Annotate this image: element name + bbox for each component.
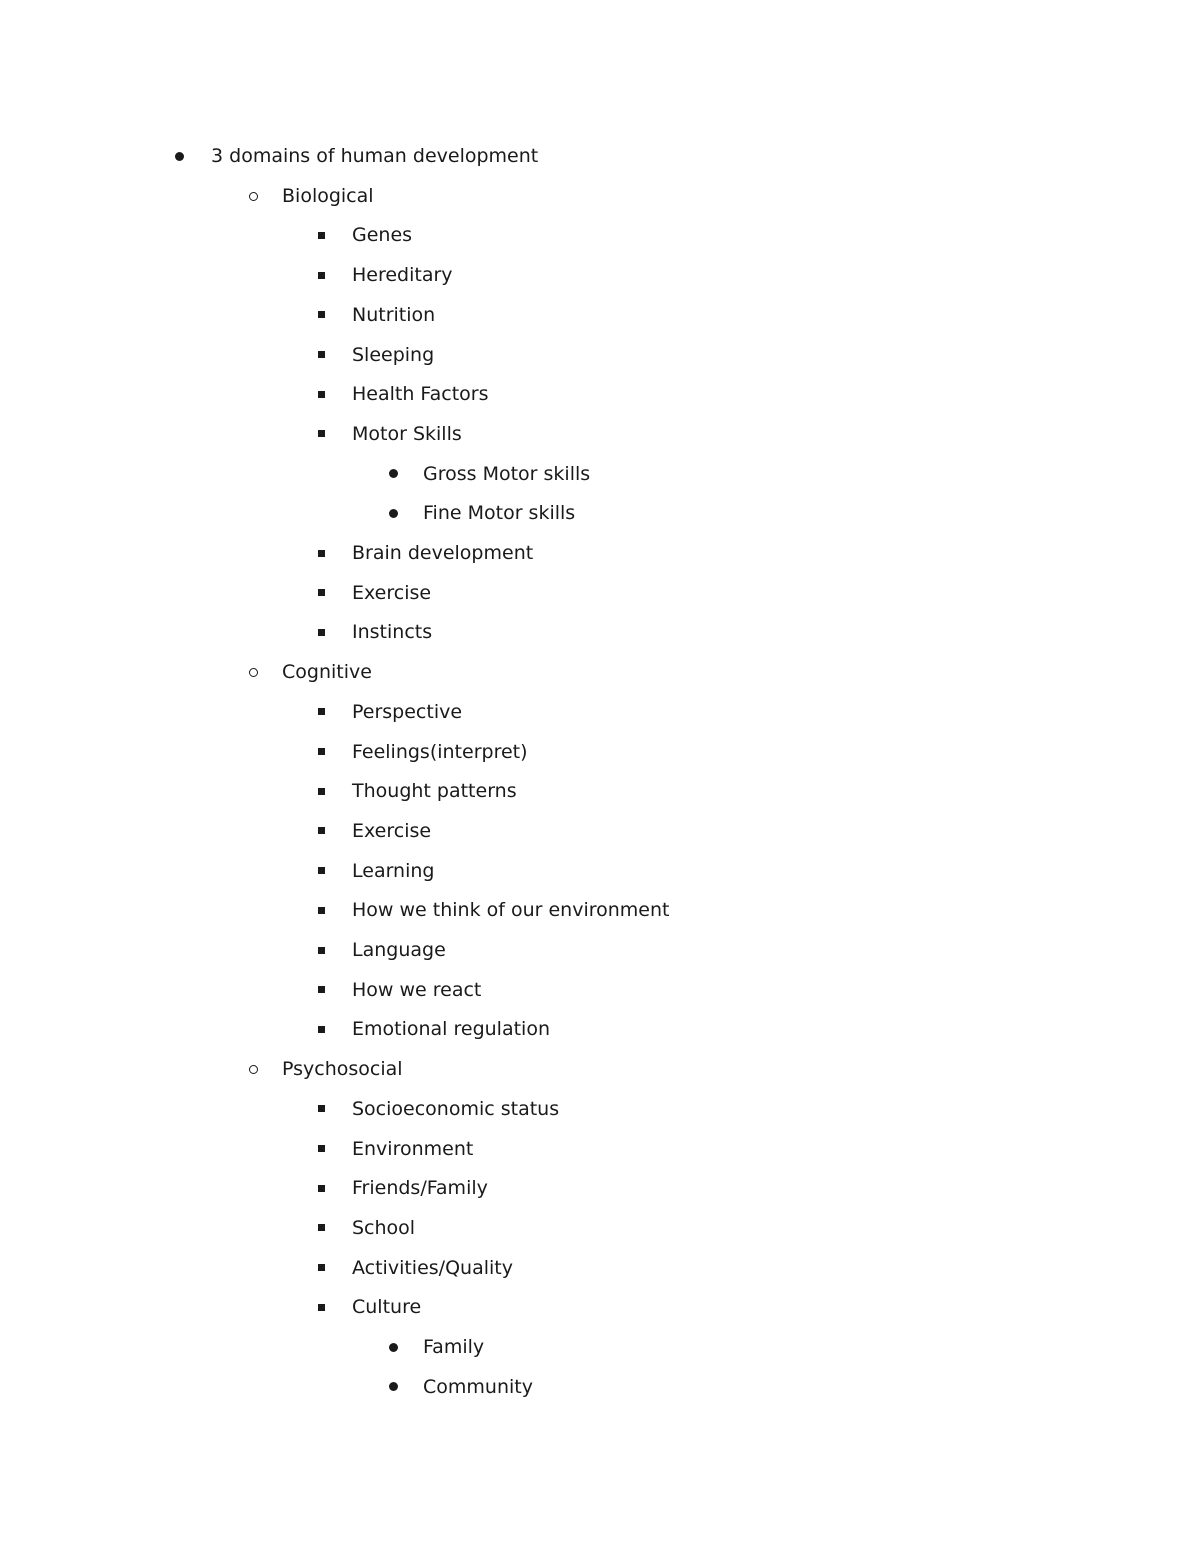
outline-item-text: Learning [352,859,435,882]
square-bullet [318,986,325,993]
outline-item-level-3 [0,856,1200,886]
outline-item-level-3 [0,975,1200,1005]
dot-bullet [389,1343,398,1352]
square-bullet [318,1304,325,1311]
square-bullet [318,1185,325,1192]
outline-item-text: Psychosocial [282,1058,403,1081]
square-bullet [318,311,325,318]
outline-item-level-3 [0,419,1200,449]
dot-bullet [389,509,398,518]
square-bullet [318,867,325,874]
outline-item-text: Community [423,1375,533,1398]
outline-item-level-4 [0,1332,1200,1362]
square-bullet [318,1264,325,1271]
square-bullet [318,589,325,596]
outline-item-level-3 [0,1292,1200,1322]
outline-item-level-3 [0,1014,1200,1044]
outline-item-text: Nutrition [352,303,436,326]
square-bullet [318,827,325,834]
outline-item-level-3 [0,300,1200,330]
circle-bullet [249,668,258,677]
circle-bullet [249,192,258,201]
outline-item-level-3 [0,737,1200,767]
square-bullet [318,430,325,437]
outline-item-text: Hereditary [352,264,453,287]
outline-item-text: Thought patterns [352,780,517,803]
outline-item-text: Exercise [352,819,432,842]
outline-item-text: Health Factors [352,383,489,406]
outline-item-text: How we think of our environment [352,899,670,922]
outline-item-level-3 [0,220,1200,250]
outline-item-text: Exercise [352,581,432,604]
outline-item-level-2 [0,1054,1200,1084]
outline-item-level-3 [0,895,1200,925]
outline-item-level-3 [0,578,1200,608]
square-bullet [318,947,325,954]
outline-item-level-3 [0,1134,1200,1164]
outline-item-text: Feelings(interpret) [352,740,528,763]
outline-item-text: Cognitive [282,661,372,684]
outline-item-text: Culture [352,1296,422,1319]
outline-item-text: Sleeping [352,343,435,366]
outline-item-level-3 [0,1094,1200,1124]
square-bullet [318,1105,325,1112]
outline-item-text: Motor Skills [352,422,462,445]
outline-item-level-3 [0,1173,1200,1203]
square-bullet [318,748,325,755]
outline-item-text: School [352,1216,416,1239]
outline-item-level-4 [0,1372,1200,1402]
square-bullet [318,708,325,715]
outline-item-level-2 [0,657,1200,687]
outline-item-level-3 [0,538,1200,568]
square-bullet [318,1145,325,1152]
outline-item-level-3 [0,340,1200,370]
outline-item-level-3 [0,1253,1200,1283]
square-bullet [318,1026,325,1033]
square-bullet [318,788,325,795]
dot-bullet [175,152,184,161]
dot-bullet [389,1382,398,1391]
outline-item-text: Family [423,1336,485,1358]
outline-item-text: Gross Motor skills [423,462,591,485]
outline-item-level-3 [0,617,1200,647]
square-bullet [318,232,325,239]
outline-item-text: Socioeconomic status [352,1097,560,1120]
outline-item-text: Fine Motor skills [423,502,576,525]
circle-bullet [249,1065,258,1074]
outline-item-text: Perspective [352,700,463,723]
outline-item-level-3 [0,776,1200,806]
outline-item-text: Brain development [352,542,534,564]
square-bullet [318,907,325,914]
square-bullet [318,272,325,279]
outline-item-level-3 [0,935,1200,965]
outline-item-level-3 [0,697,1200,727]
square-bullet [318,1224,325,1231]
outline-item-text: Genes [352,224,413,247]
outline-item-text: 3 domains of human development [211,145,539,167]
square-bullet [318,629,325,636]
outline-item-text: How we react [352,978,482,1001]
outline-item-text: Language [352,939,446,961]
outline-item-text: Environment [352,1137,474,1160]
outline-item-level-4 [0,498,1200,528]
outline-item-level-3 [0,260,1200,290]
outline-item-level-3 [0,379,1200,409]
outline-item-text: Emotional regulation [352,1018,550,1041]
outline-item-level-4 [0,459,1200,489]
outline-item-level-1 [0,141,1200,171]
square-bullet [318,391,325,398]
outline-item-text: Activities/Quality [352,1256,513,1279]
outline-item-level-2 [0,181,1200,211]
outline-item-text: Biological [282,184,374,207]
outline-item-text: Instincts [352,621,433,644]
square-bullet [318,550,325,557]
dot-bullet [389,469,398,478]
outline-item-level-3 [0,1213,1200,1243]
outline-item-text: Friends/Family [352,1177,488,1200]
outline-item-level-3 [0,816,1200,846]
square-bullet [318,351,325,358]
